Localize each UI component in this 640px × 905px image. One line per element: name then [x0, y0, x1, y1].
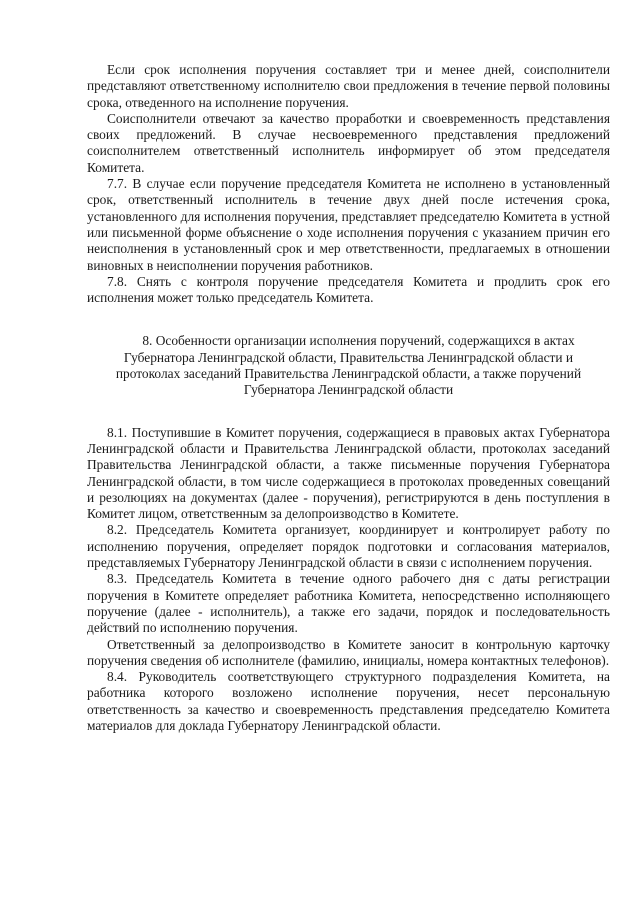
paragraph-coexecutors-responsibility: Соисполнители отвечают за качество проработки и своевременность представления своих предложений. В случае несвоевременного представления предложений соисполнителем ответственный исполнитель информирует об этом председателя Комитета. — [87, 110, 610, 175]
section-8-heading: 8. Особенности организации исполнения поручений, содержащихся в актах Губернатора Ленинградской области, Правительства Ленинградской области и протоколах заседаний Правительства Ленинградской области, а также поручений Губернатора Ленинградской области — [115, 333, 582, 398]
paragraph-8-1: 8.1. Поступившие в Комитет поручения, содержащиеся в правовых актах Губернатора Ленинградской области и Правительства Ленинградской области, протоколах заседаний Правительства Ленинградской области, а также письменные поручения Губернатора Ленинградской области, в том числе содержащиеся в протоколах проведенных совещаний и резолюциях на документах (далее - поручения), регистрируются в день поступления в Комитет лицом, ответственным за делопроизводство в Комитете. — [87, 424, 610, 522]
paragraph-8-4: 8.4. Руководитель соответствующего структурного подразделения Комитета, на работника которого возложено исполнение поручения, несет персональную ответственность за качество и своевременность представления председателю Комитета материалов для доклада Губернатору Ленинградской области. — [87, 669, 610, 733]
paragraph-7-7: 7.7. В случае если поручение председателя Комитета не исполнено в установленный срок, ответственный исполнитель в течение двух дней после истечения срока, установленного для исполнения поручения, представляет председателю Комитета в устной или письменной форме объяснение о ходе исполнения поручения с указанием причин его неисполнения в установленный срок и мер ответственности, предлагаемых в отношении виновных в неисполнении поручения работников. — [87, 176, 610, 273]
paragraph-7-8: 7.8. Снять с контроля поручение председателя Комитета и продлить срок его исполнения может только председатель Комитета. — [87, 273, 610, 306]
spacer — [87, 399, 610, 425]
paragraph-control-card: Ответственный за делопроизводство в Комитете заносит в контрольную карточку поручения сведения об исполнителе (фамилию, инициалы, номера контактных телефонов). — [87, 636, 610, 668]
paragraph-coexecutors-deadline: Если срок исполнения поручения составляет три и менее дней, соисполнители представляют ответственному исполнителю свои предложения в течение первой половины срока, отведенного на исполнение поручения. — [87, 62, 610, 110]
paragraph-8-3: 8.3. Председатель Комитета в течение одного рабочего дня с даты регистрации поручения в Комитете определяет работника Комитета, непосредственно исполняющего поручение (далее - исполнитель), а также его задачи, порядок и последовательность действий по исполнению поручения. — [87, 571, 610, 636]
paragraph-8-2: 8.2. Председатель Комитета организует, координирует и контролирует работу по исполнению поручения, определяет порядок подготовки и согласования материалов, представляемых Губернатору Ленинградской области в связи с исполнением поручения. — [87, 522, 610, 571]
document-page — [87, 62, 610, 734]
